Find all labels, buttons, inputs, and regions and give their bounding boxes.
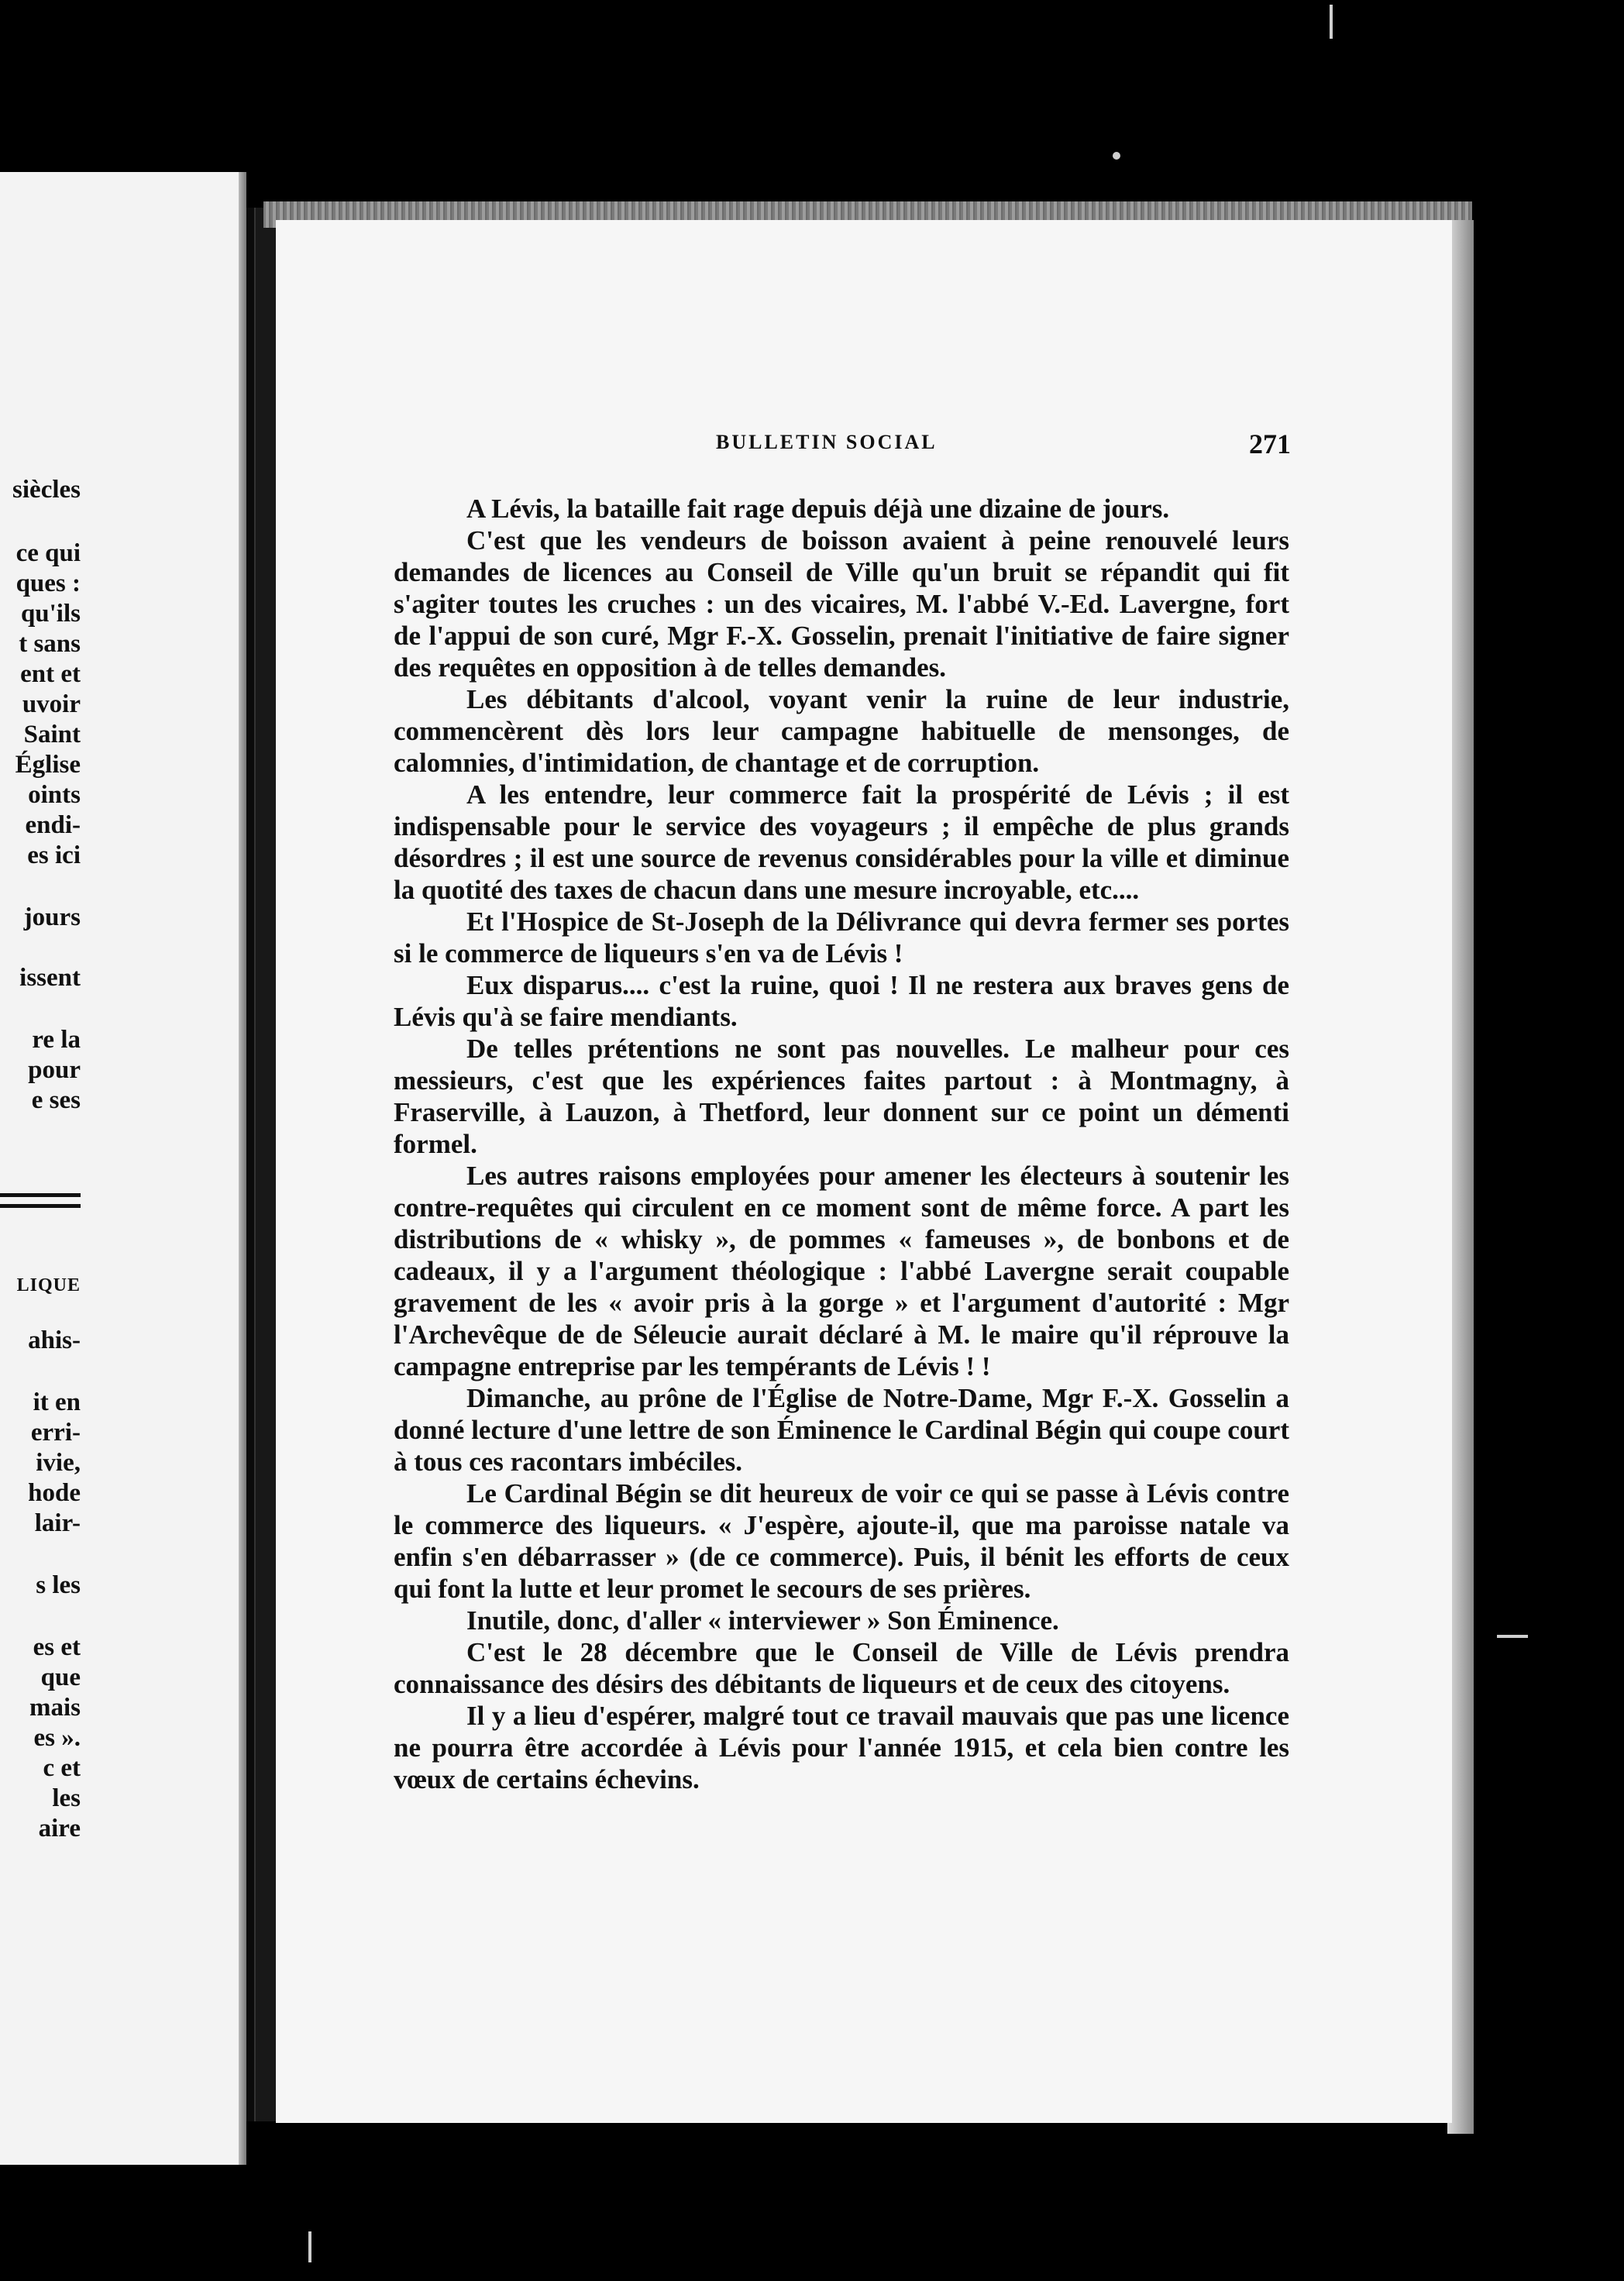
left-fragment: c et: [43, 1754, 81, 1782]
running-head: BULLETIN SOCIAL: [716, 431, 938, 453]
scan-mark: [1330, 5, 1333, 39]
paragraph: Dimanche, au prône de l'Église de Notre-Dame, Mgr F.-X. Gosselin a donné lecture d'une lettre de son Éminence le Cardinal Bégin qui coupe court à tous ces racontars imbéciles.: [394, 1383, 1289, 1477]
left-fragment: mais: [29, 1694, 81, 1722]
left-fragment: jours: [23, 903, 81, 931]
page-curl-shadow: [239, 172, 246, 2165]
left-fragment: Saint: [23, 721, 81, 748]
left-fragment: erri-: [30, 1419, 81, 1447]
left-fragment: e ses: [31, 1086, 81, 1114]
paragraph: C'est que les vendeurs de boisson avaient à peine renouvelé leurs demandes de licences au Conseil de Ville qu'un bruit se répandit qui fit s'agiter toutes les cruches : un des vicaires, M. l'abbé V.-Ed. Lavergne, fort de l'appui de son curé, Mgr F.-X. Gosselin, prenait l'initiative de faire signer des requêtes en opposition à de telles demandes.: [394, 525, 1289, 683]
left-fragment: ques :: [15, 569, 81, 597]
paragraph: Les autres raisons employées pour amener les électeurs à soutenir les contre-requêtes qui circulent en ce moment sont de même force. A part les distributions de « whisky », de pommes « fameuses », de bonbons et de cadeaux, il y a l'argument théologique : l'abbé Lavergne serait coupable gravement de les « avoir pris à la gorge » et l'argument d'autorité : Mgr l'Archevêque de de Séleucie aurait déclaré à M. le maire qu'il réprouve la campagne entreprise par les tempérants de Lévis ! !: [394, 1161, 1289, 1381]
left-fragment: ent et: [20, 660, 81, 688]
left-fragment: oints: [28, 781, 81, 809]
paragraph: Les débitants d'alcool, voyant venir la ruine de leur industrie, commencèrent dès lors leur campagne habituelle de mensonges, de calomnies, d'intimidation, de chantage et de corruption.: [394, 684, 1289, 778]
left-fragment: it en: [33, 1388, 81, 1416]
paragraph: Eux disparus.... c'est la ruine, quoi ! Il ne restera aux braves gens de Lévis qu'à se faire mendiants.: [394, 970, 1289, 1032]
paragraph: Et l'Hospice de St-Joseph de la Délivrance qui devra fermer ses portes si le commerce de liqueurs s'en va de Lévis !: [394, 907, 1289, 968]
left-fragment: re la: [32, 1026, 81, 1054]
scan-mark: [308, 2231, 311, 2262]
paragraph: C'est le 28 décembre que le Conseil de Ville de Lévis prendra connaissance des désirs des débitants de liqueurs et de ceux des citoyens.: [394, 1637, 1289, 1699]
left-fragment: t sans: [19, 630, 81, 658]
paragraph: A Lévis, la bataille fait rage depuis déjà une dizaine de jours.: [466, 494, 1170, 524]
left-fragment: hode: [28, 1479, 81, 1507]
paragraph: Il y a lieu d'espérer, malgré tout ce travail mauvais que pas une licence ne pourra être accordée à Lévis pour l'année 1915, et cela bien contre les vœux de certains échevins.: [394, 1701, 1289, 1794]
left-fragment: uvoir: [22, 690, 81, 718]
left-fragment: es et: [33, 1633, 81, 1661]
left-fragment: lair-: [34, 1509, 81, 1537]
previous-page-fragment: [0, 172, 246, 2165]
page-number: 271: [1249, 428, 1291, 459]
scan-mark: [1497, 1635, 1528, 1638]
section-rule: [0, 1193, 81, 1197]
left-fragment: aire: [38, 1815, 81, 1842]
paragraph: De telles prétentions ne sont pas nouvelles. Le malheur pour ces messieurs, c'est que les expériences faites partout : à Montmagny, à Fraserville, à Lauzon, à Thetford, leur donnent sur ce point un démenti formel.: [394, 1034, 1289, 1159]
paragraph: A les entendre, leur commerce fait la prospérité de Lévis ; il est indispensable pour le service des voyageurs ; il empêche de plus grands désordres ; il est une source de revenus considérables pour la ville et diminue la quotité des taxes de chacun dans une mesure incroyable, etc....: [394, 779, 1289, 905]
left-fragment: s les: [36, 1571, 81, 1599]
left-fragment: issent: [19, 964, 81, 992]
article-body: [394, 493, 1289, 1795]
left-fragment: pour: [28, 1056, 81, 1084]
scan-mark: [1113, 152, 1120, 160]
left-fragment: siècles: [12, 476, 81, 504]
left-fragment: es ».: [33, 1724, 81, 1752]
left-fragment: Église: [15, 751, 81, 779]
left-fragment: endi-: [25, 811, 81, 839]
left-fragment: les: [52, 1784, 81, 1812]
left-fragment: ivie,: [36, 1449, 81, 1477]
left-section-heading: LIQUE: [16, 1275, 81, 1295]
left-fragment: ce qui: [15, 539, 81, 567]
paragraph: Le Cardinal Bégin se dit heureux de voir ce qui se passe à Lévis contre le commerce des liqueurs. « J'espère, ajoute-il, que ma paroisse natale va enfin s'en débarrasser » (de ce commerce). Puis, il bénit les efforts de ceux qui font la lutte et leur promet le secours de ses prières.: [394, 1478, 1289, 1604]
left-fragment: es ici: [27, 841, 81, 869]
left-fragment: qu'ils: [20, 600, 81, 628]
section-rule: [0, 1204, 81, 1208]
left-fragment: ahis-: [28, 1326, 81, 1354]
paragraph: Inutile, donc, d'aller « interviewer » Son Éminence.: [466, 1605, 1059, 1636]
left-fragment: que: [40, 1663, 81, 1691]
